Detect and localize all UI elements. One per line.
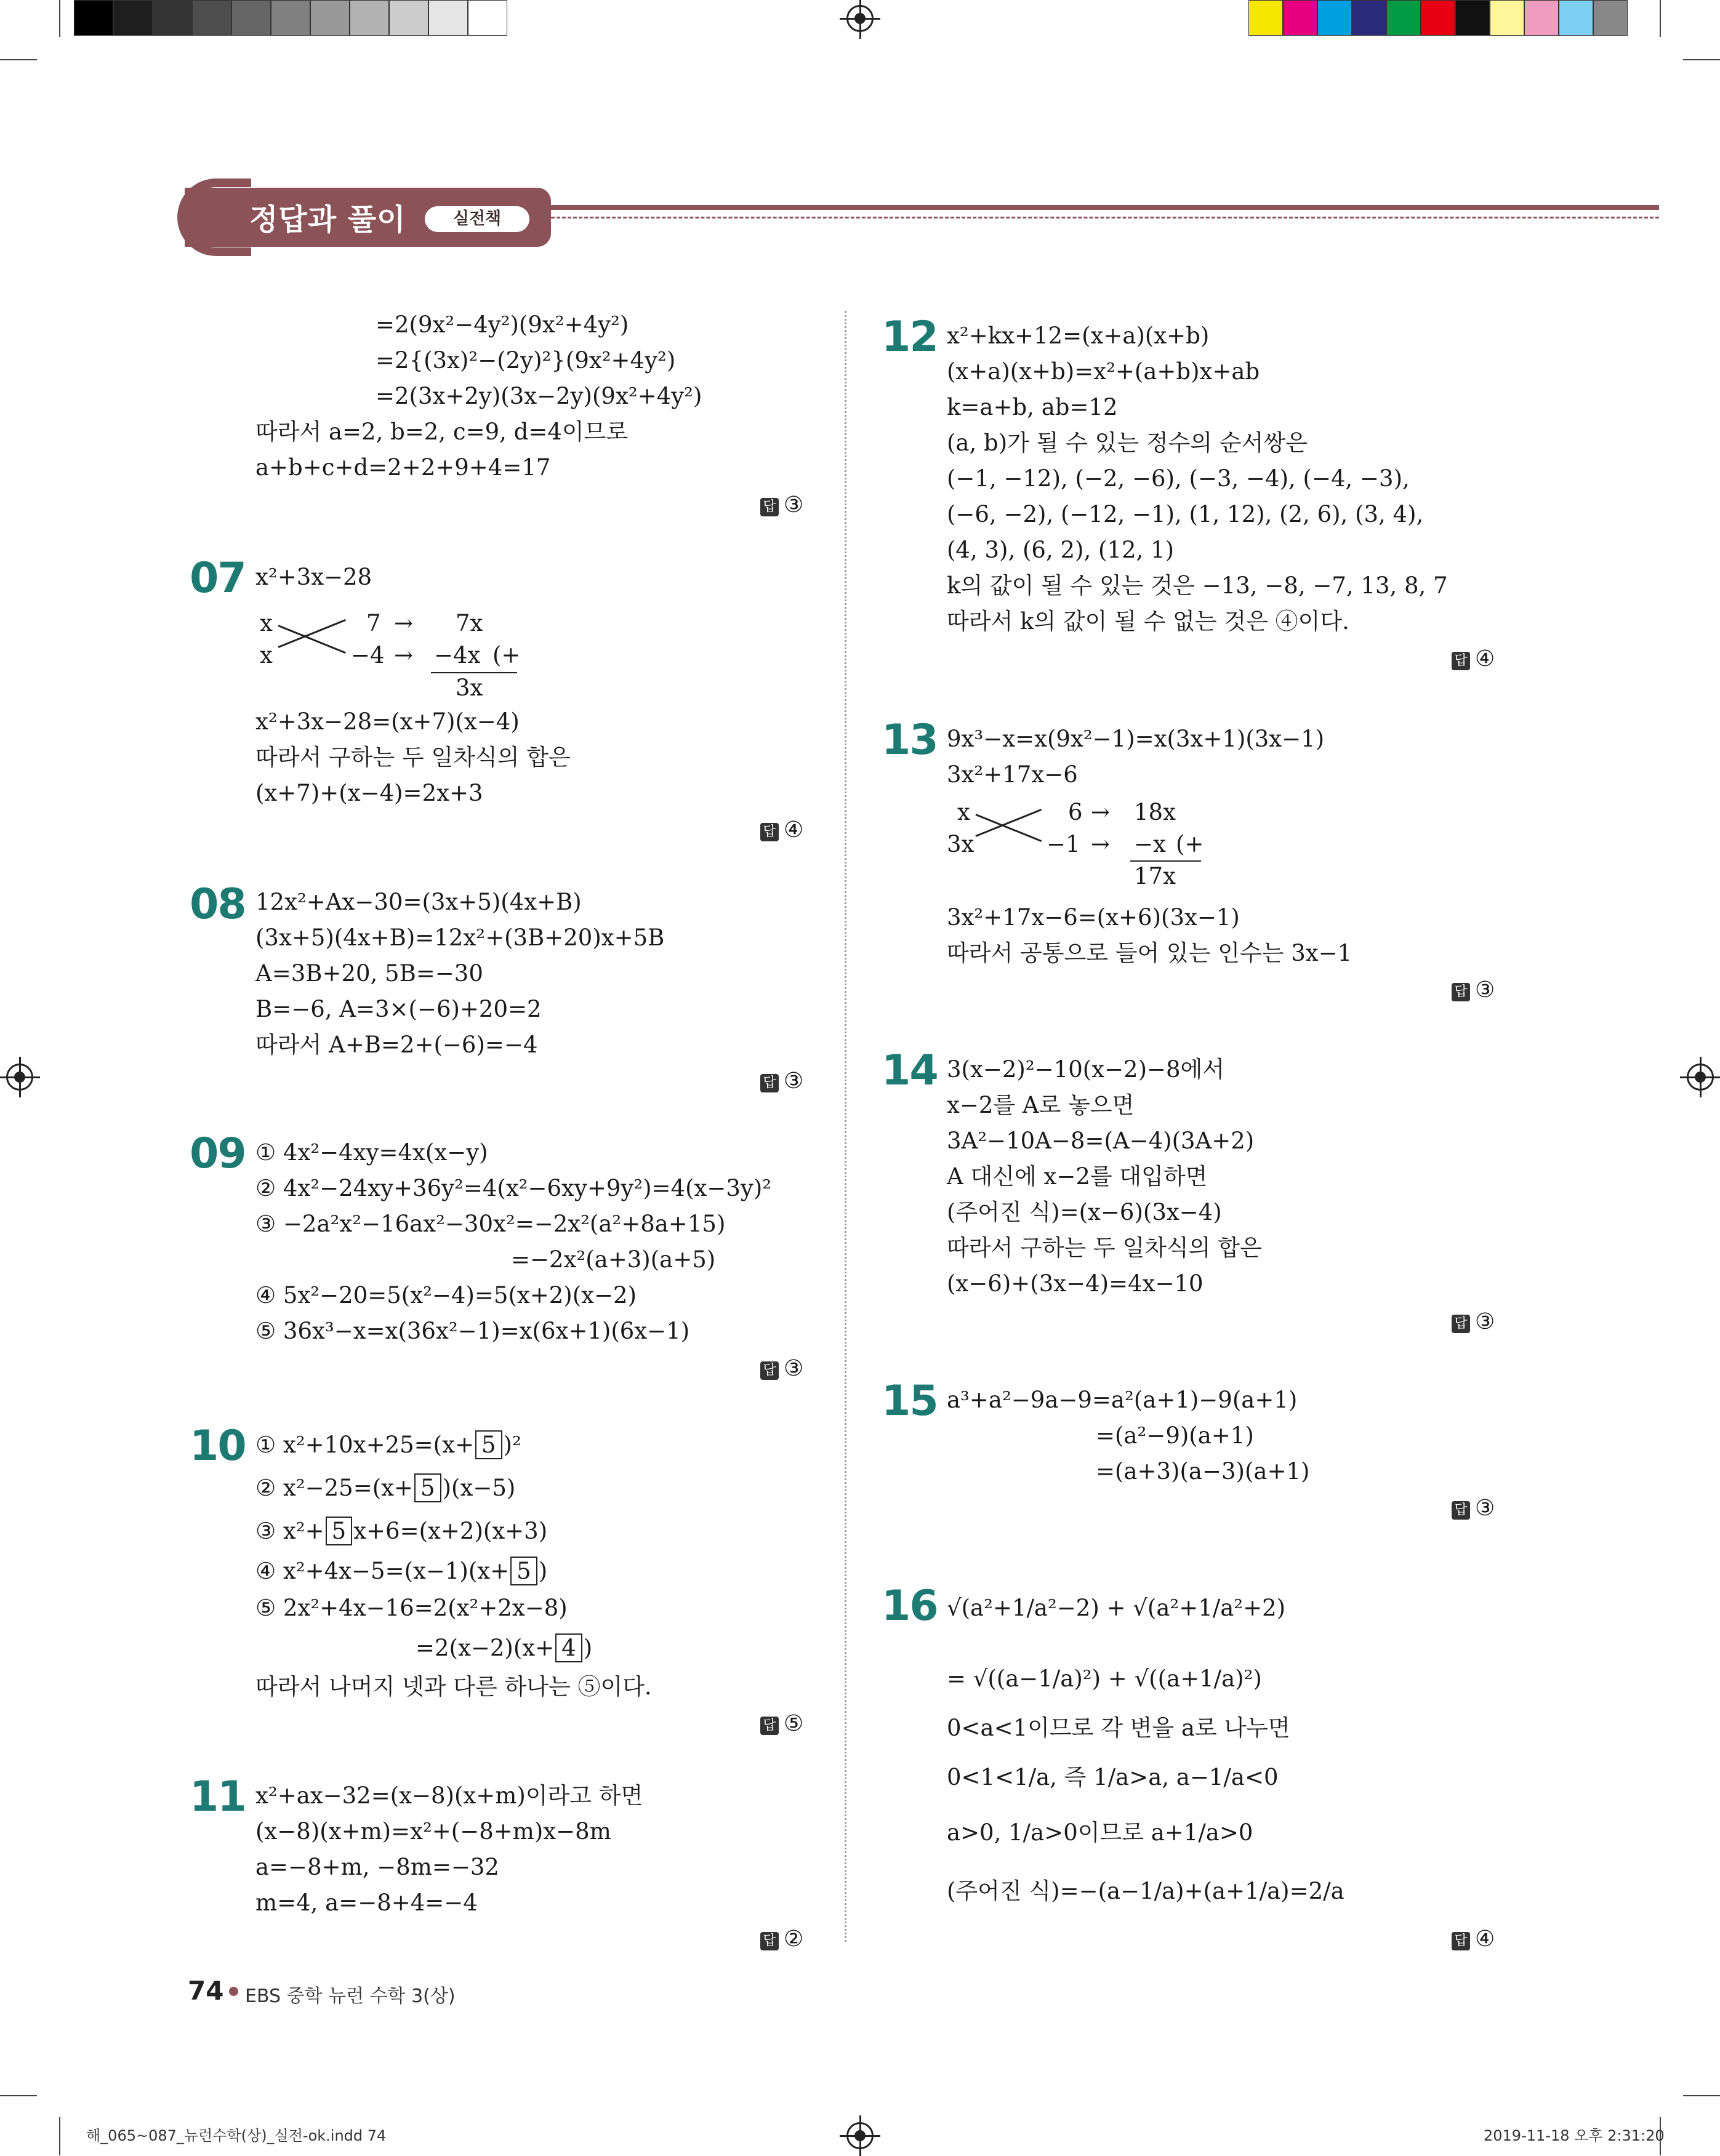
- cross-sum: 3x: [456, 675, 483, 701]
- answer-mark: 답 ③: [760, 492, 803, 518]
- solution-line: ③ −2a²x²−16ax²−30x²=−2x²(a²+8a+15): [255, 1211, 726, 1237]
- answer-icon: 답: [1452, 1315, 1470, 1333]
- solution-line: =(a²−9)(a+1): [1096, 1422, 1254, 1449]
- problem-number: 09: [190, 1129, 246, 1178]
- arrow-icon: →: [1091, 831, 1111, 857]
- solution-line: 0<a<1이므로 각 변을 a로 나누면: [947, 1715, 1290, 1741]
- solution-line: 따라서 구하는 두 일차식의 합은: [255, 744, 571, 771]
- choice-line: ⑤ 2x²+4x−16=2(x²+2x−8): [255, 1595, 568, 1621]
- solution-line: 3x²+17x−6: [947, 761, 1078, 788]
- solution-line: (x+7)+(x−4)=2x+3: [255, 780, 483, 806]
- answer-mark: 답 ④: [760, 817, 803, 843]
- solution-line: a³+a²−9a−9=a²(a+1)−9(a+1): [947, 1387, 1298, 1413]
- solution-line: (3x+5)(4x+B)=12x²+(3B+20)x+5B: [255, 924, 665, 951]
- solution-line: (−1, −12), (−2, −6), (−3, −4), (−4, −3),: [947, 465, 1410, 492]
- arrow-icon: →: [394, 610, 414, 636]
- answer-box: 5: [326, 1517, 353, 1545]
- solution-line: (4, 3), (6, 2), (12, 1): [947, 537, 1175, 563]
- solution-line: 3A²−10A−8=(A−4)(3A+2): [947, 1128, 1255, 1154]
- cross-line: [975, 814, 1042, 842]
- sum-line: [431, 672, 517, 673]
- solution-line: 3(x−2)²−10(x−2)−8에서: [947, 1056, 1225, 1083]
- section-title: 정답과 풀이: [249, 202, 406, 237]
- cross-line: [278, 619, 346, 648]
- solution-line: =2(3x+2y)(3x−2y)(9x²+4y²): [376, 383, 702, 409]
- cross-term: x: [260, 610, 273, 636]
- choice-line: ① x²+10x+25=(x+ 5 )²: [255, 1432, 521, 1458]
- choice-line: ④ x²+4x−5=(x−1)(x+ 5 ): [255, 1558, 548, 1584]
- answer-mark: 답 ⑤: [760, 1711, 803, 1736]
- sum-line: [1130, 860, 1201, 862]
- solution-line: k의 값이 될 수 있는 것은 −13, −8, −7, 13, 8, 7: [947, 572, 1448, 599]
- answer-box: 5: [414, 1473, 441, 1502]
- solution-line: (a, b)가 될 수 있는 정수의 순서쌍은: [947, 430, 1308, 456]
- registration-mark-left-icon: [6, 1064, 33, 1091]
- cross-term: 7: [366, 610, 381, 636]
- solution-line: m=4, a=−8+4=−4: [255, 1890, 478, 1916]
- problem-number: 10: [190, 1422, 246, 1470]
- solution-line: A=3B+20, 5B=−30: [255, 960, 483, 987]
- answer-box: 5: [510, 1557, 537, 1585]
- choice-line: =2(x−2)(x+ 4 ): [416, 1635, 593, 1661]
- slug-date: 2019-11-18 오후 2:31:20: [1484, 2127, 1665, 2144]
- solution-line: 9x³−x=x(9x²−1)=x(3x+1)(3x−1): [947, 726, 1325, 752]
- problem-number: 08: [190, 880, 246, 929]
- registration-mark-top-icon: [846, 5, 874, 32]
- solution-line: A 대신에 x−2를 대입하면: [947, 1163, 1208, 1190]
- problem-number: 07: [190, 554, 246, 603]
- answer-icon: 답: [760, 823, 779, 841]
- problem-expression: x²+3x−28: [255, 564, 372, 590]
- cross-result: −x: [1134, 831, 1166, 857]
- arrow-icon: →: [394, 642, 414, 668]
- solution-line: =2(9x²−4y²)(9x²+4y²): [376, 311, 629, 338]
- problem-number: 12: [882, 313, 938, 361]
- bullet-icon: [229, 1987, 238, 1996]
- cross-term: x: [957, 799, 970, 825]
- problem-number: 15: [882, 1377, 938, 1425]
- solution-line: 12x²+Ax−30=(3x+5)(4x+B): [255, 889, 582, 915]
- registration-mark-right-icon: [1687, 1064, 1714, 1091]
- cross-term: x: [260, 642, 273, 668]
- registration-mark-bottom-icon: [846, 2122, 874, 2149]
- answer-mark: 답 ③: [1452, 1496, 1495, 1521]
- cross-result: −4x: [434, 642, 481, 668]
- answer-icon: 답: [760, 1361, 779, 1380]
- column-divider: [845, 311, 846, 1942]
- solution-line: ⑤ 36x³−x=x(36x²−1)=x(6x+1)(6x−1): [255, 1318, 690, 1344]
- arrow-icon: →: [1091, 799, 1111, 825]
- solution-line: a>0, 1/a>0이므로 a+1/a>0: [947, 1819, 1253, 1846]
- answer-icon: 답: [760, 1717, 779, 1735]
- solution-line: √(a²+1/a²−2) + √(a²+1/a²+2): [947, 1595, 1286, 1621]
- cross-term: 6: [1068, 799, 1083, 825]
- solution-line: (−6, −2), (−12, −1), (1, 12), (2, 6), (3, 4),: [947, 501, 1424, 527]
- solution-line: k=a+b, ab=12: [947, 394, 1118, 420]
- answer-icon: 답: [1452, 652, 1470, 670]
- answer-mark: 답 ③: [1452, 1309, 1495, 1334]
- answer-mark: 답 ③: [760, 1356, 803, 1381]
- solution-line: 따라서 A+B=2+(−6)=−4: [255, 1032, 538, 1058]
- section-tag: 실전책: [425, 206, 529, 232]
- solution-line: 따라서 구하는 두 일차식의 합은: [947, 1235, 1262, 1261]
- solution-line: 3x²+17x−6=(x+6)(3x−1): [947, 904, 1240, 931]
- problem-number: 14: [882, 1046, 938, 1095]
- solution-line: ② 4x²−24xy+36y²=4(x²−6xy+9y²)=4(x−3y)²: [255, 1175, 772, 1201]
- solution-line: x²+ax−32=(x−8)(x+m)이라고 하면: [255, 1782, 643, 1809]
- answer-box: 4: [555, 1633, 582, 1662]
- answer-box: 5: [475, 1430, 502, 1459]
- solution-line: (x+a)(x+b)=x²+(a+b)x+ab: [947, 358, 1260, 385]
- plus-sign: (+: [492, 642, 521, 668]
- solution-line: =−2x²(a+3)(a+5): [511, 1246, 716, 1273]
- solution-line: =(a+3)(a−3)(a+1): [1096, 1458, 1310, 1485]
- answer-icon: 답: [760, 1932, 779, 1950]
- solution-line: 따라서 공통으로 들어 있는 인수는 3x−1: [947, 940, 1352, 966]
- solution-line: 따라서 나머지 넷과 다른 하나는 ⑤이다.: [255, 1673, 652, 1700]
- solution-line: B=−6, A=3×(−6)+20=2: [255, 996, 542, 1022]
- solution-line: 따라서 k의 값이 될 수 없는 것은 ④이다.: [947, 608, 1349, 635]
- choice-line: ③ x²+ 5 x+6=(x+2)(x+3): [255, 1518, 548, 1544]
- cross-result: 18x: [1134, 799, 1176, 825]
- answer-icon: 답: [1452, 1932, 1470, 1950]
- choice-line: ② x²−25=(x+ 5 )(x−5): [255, 1475, 516, 1501]
- slug-filename: 해_065~087_뉴런수학(상)_실전-ok.indd 74: [86, 2127, 387, 2144]
- solution-line: a=−8+m, −8m=−32: [255, 1854, 499, 1880]
- problem-number: 13: [882, 716, 938, 764]
- cross-result: 7x: [456, 610, 483, 636]
- cross-term: −4: [351, 642, 385, 668]
- answer-icon: 답: [760, 498, 779, 516]
- solution-line: (주어진 식)=(x−6)(3x−4): [947, 1199, 1222, 1225]
- answer-mark: 답 ④: [1452, 1926, 1495, 1952]
- plus-sign: (+: [1176, 831, 1204, 857]
- answer-mark: 답 ③: [760, 1068, 803, 1094]
- solution-line: x²+3x−28=(x+7)(x−4): [255, 708, 520, 735]
- answer-mark: 답 ②: [760, 1926, 803, 1952]
- solution-line: x−2를 A로 놓으면: [947, 1092, 1135, 1118]
- cross-term: 3x: [947, 831, 975, 857]
- solution-line: ① 4x²−4xy=4x(x−y): [255, 1139, 488, 1166]
- solution-line: = √((a−1/a)²) + √((a+1/a)²): [947, 1665, 1262, 1692]
- solution-line: x²+kx+12=(x+a)(x+b): [947, 323, 1210, 349]
- answer-icon: 답: [760, 1074, 779, 1092]
- solution-line: ④ 5x²−20=5(x²−4)=5(x+2)(x−2): [255, 1282, 637, 1308]
- answer-icon: 답: [1452, 1501, 1470, 1520]
- cross-term: −1: [1047, 831, 1080, 857]
- problem-number: 11: [190, 1773, 246, 1821]
- page-number: 74: [188, 1976, 224, 2006]
- cross-line: [278, 625, 346, 654]
- book-title: EBS 중학 뉴런 수학 3(상): [245, 1986, 456, 2007]
- problem-number: 16: [882, 1582, 938, 1630]
- solution-line: (x−8)(x+m)=x²+(−8+m)x−8m: [255, 1818, 611, 1845]
- solution-line: a+b+c+d=2+2+9+4=17: [255, 454, 551, 481]
- solution-line: =2{(3x)²−(2y)²}(9x²+4y²): [376, 347, 676, 374]
- answer-mark: 답 ④: [1452, 646, 1495, 671]
- solution-line: 따라서 a=2, b=2, c=9, d=4이므로: [255, 419, 629, 445]
- answer-icon: 답: [1452, 983, 1470, 1001]
- cross-sum: 17x: [1134, 863, 1176, 889]
- solution-line: (x−6)+(3x−4)=4x−10: [947, 1270, 1204, 1297]
- solution-line: (주어진 식)=−(a−1/a)+(a+1/a)=2/a: [947, 1878, 1344, 1904]
- cross-line: [975, 809, 1042, 837]
- solution-line: 0<1<1/a, 즉 1/a>a, a−1/a<0: [947, 1764, 1279, 1790]
- answer-mark: 답 ③: [1452, 977, 1495, 1003]
